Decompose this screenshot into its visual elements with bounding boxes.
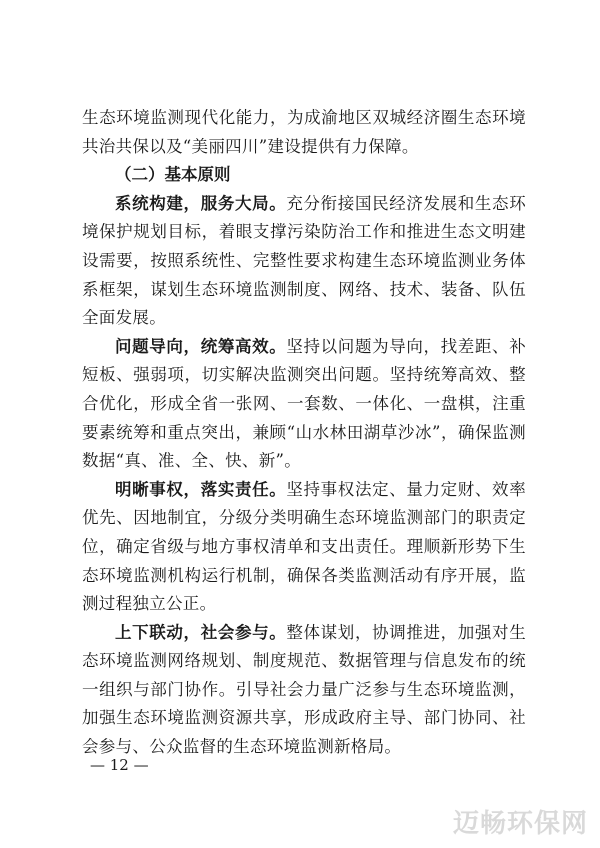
site-watermark: 迈畅环保网: [452, 809, 588, 839]
document-body: [82, 104, 526, 762]
principle-title-1: 系统构建，服务大局。: [115, 193, 287, 213]
page-number: — 12 —: [90, 756, 149, 774]
principle-title-3: 明晰事权，落实责任。: [115, 479, 287, 499]
section-heading: （二）基本原则: [115, 165, 231, 185]
principle-paragraph-4: [82, 619, 526, 762]
principle-paragraph-2: [82, 333, 526, 476]
principle-body-1: 充分衔接国民经济发展和生态环境保护规划目标，着眼支撑污染防治工作和推进生态文明建设需要，按照系统性、完整性要求构建生态环境监测业务体系框架，谋划生态环境监测制度、网络、技术、装备、队伍全面发展。: [82, 193, 526, 328]
principle-title-2: 问题导向，统筹高效。: [115, 336, 287, 356]
principle-body-3: 坚持事权法定、量力定财、效率优先、因地制宜，分级分类明确生态环境监测部门的职责定位，确定省级与地方事权清单和支出责任。理顺新形势下生态环境监测机构运行机制，确保各类监测活动有序开展，监测过程独立公正。: [82, 479, 526, 614]
principle-paragraph-1: [82, 190, 526, 333]
opening-paragraph: 生态环境监测现代化能力，为成渝地区双城经济圈生态环境共治共保以及“美丽四川”建设提供有力保障。: [82, 108, 526, 156]
principle-body-2: 坚持以问题为导向，找差距、补短板、强弱项，切实解决监测突出问题。坚持统筹高效、整合优化，形成全省一张网、一套数、一体化、一盘棋，注重要素统筹和重点突出，兼顾“山水林田湖草沙冰”，确保监测数据“真、准、全、快、新”。: [82, 336, 526, 471]
principle-paragraph-3: [82, 476, 526, 619]
principle-body-4: 整体谋划，协调推进，加强对生态环境监测网络规划、制度规范、数据管理与信息发布的统一组织与部门协作。引导社会力量广泛参与生态环境监测，加强生态环境监测资源共享，形成政府主导、部门协同、社会参与、公众监督的生态环境监测新格局。: [82, 622, 526, 757]
principle-title-4: 上下联动，社会参与。: [115, 622, 287, 642]
